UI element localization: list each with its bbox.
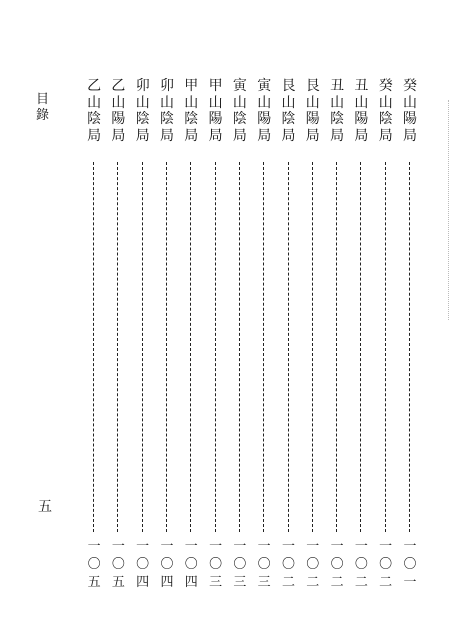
toc-entry (400, 78, 420, 598)
toc-entry (157, 78, 177, 598)
toc-entry (303, 78, 323, 598)
entry-title: 卯 山 陰 局 (160, 78, 174, 144)
toc-entry (230, 78, 250, 598)
side-label (36, 92, 49, 124)
entry-title: 癸 山 陽 局 (403, 78, 417, 144)
toc-entry (254, 78, 274, 598)
entry-page-number: 一 〇 二 (330, 539, 344, 590)
toc-entry (279, 78, 299, 598)
toc-entry (108, 78, 128, 598)
entry-page-number: 一 〇 五 (111, 539, 125, 590)
entry-title: 丑 山 陽 局 (354, 78, 369, 144)
toc-entry (351, 78, 371, 598)
entry-title: 乙 山 陰 局 (87, 78, 102, 144)
entry-title: 寅 山 陽 局 (257, 78, 272, 144)
entry-title: 甲 山 陰 局 (184, 78, 199, 144)
entry-title: 甲 山 陽 局 (208, 78, 223, 144)
entry-page-number: 一 〇 二 (281, 539, 295, 590)
toc-entry (84, 78, 104, 598)
dot-leader (190, 162, 191, 532)
entry-page-number: 一 〇 二 (354, 539, 368, 590)
toc-entry (327, 78, 347, 598)
dot-leader (263, 162, 264, 532)
margin-speckle (448, 100, 452, 320)
toc-entry (376, 78, 396, 598)
dot-leader (360, 162, 361, 532)
entry-page-number: 一 〇 四 (136, 539, 150, 590)
entry-title: 乙 山 陽 局 (111, 78, 126, 144)
entry-page-number: 一 〇 三 (233, 539, 247, 590)
entry-page-number: 一 〇 一 (403, 539, 417, 590)
dot-leader (312, 162, 313, 532)
dot-leader (385, 162, 386, 532)
entry-title: 寅 山 陰 局 (232, 78, 247, 144)
dot-leader (336, 162, 337, 532)
dot-leader (239, 162, 240, 532)
entry-page-number: 一 〇 二 (379, 539, 393, 590)
toc-entry (133, 78, 153, 598)
dot-leader (166, 162, 167, 532)
side-label-char: 錄 (36, 108, 50, 123)
entry-page-number: 一 〇 四 (184, 539, 198, 590)
dot-leader (93, 162, 94, 532)
side-label-char: 目 (36, 92, 50, 107)
entry-title: 艮 山 陰 局 (281, 78, 296, 144)
dot-leader (409, 162, 410, 532)
entry-title: 癸 山 陰 局 (378, 78, 393, 144)
entry-title: 艮 山 陽 局 (305, 78, 320, 144)
entry-page-number: 一 〇 三 (257, 539, 271, 590)
entry-page-number: 一 〇 五 (87, 539, 101, 590)
entry-title: 卯 山 陰 局 (135, 78, 150, 144)
toc-entry (206, 78, 226, 598)
dot-leader (142, 162, 143, 532)
dot-leader (215, 162, 216, 532)
toc-entry (181, 78, 201, 598)
entry-title: 丑 山 陰 局 (330, 78, 345, 144)
entry-page-number: 一 〇 二 (306, 539, 320, 590)
entry-page-number: 一 〇 三 (209, 539, 223, 590)
entry-page-number: 一 〇 四 (160, 539, 174, 590)
folio-number: 五 (38, 499, 52, 515)
dot-leader (117, 162, 118, 532)
dot-leader (288, 162, 289, 532)
